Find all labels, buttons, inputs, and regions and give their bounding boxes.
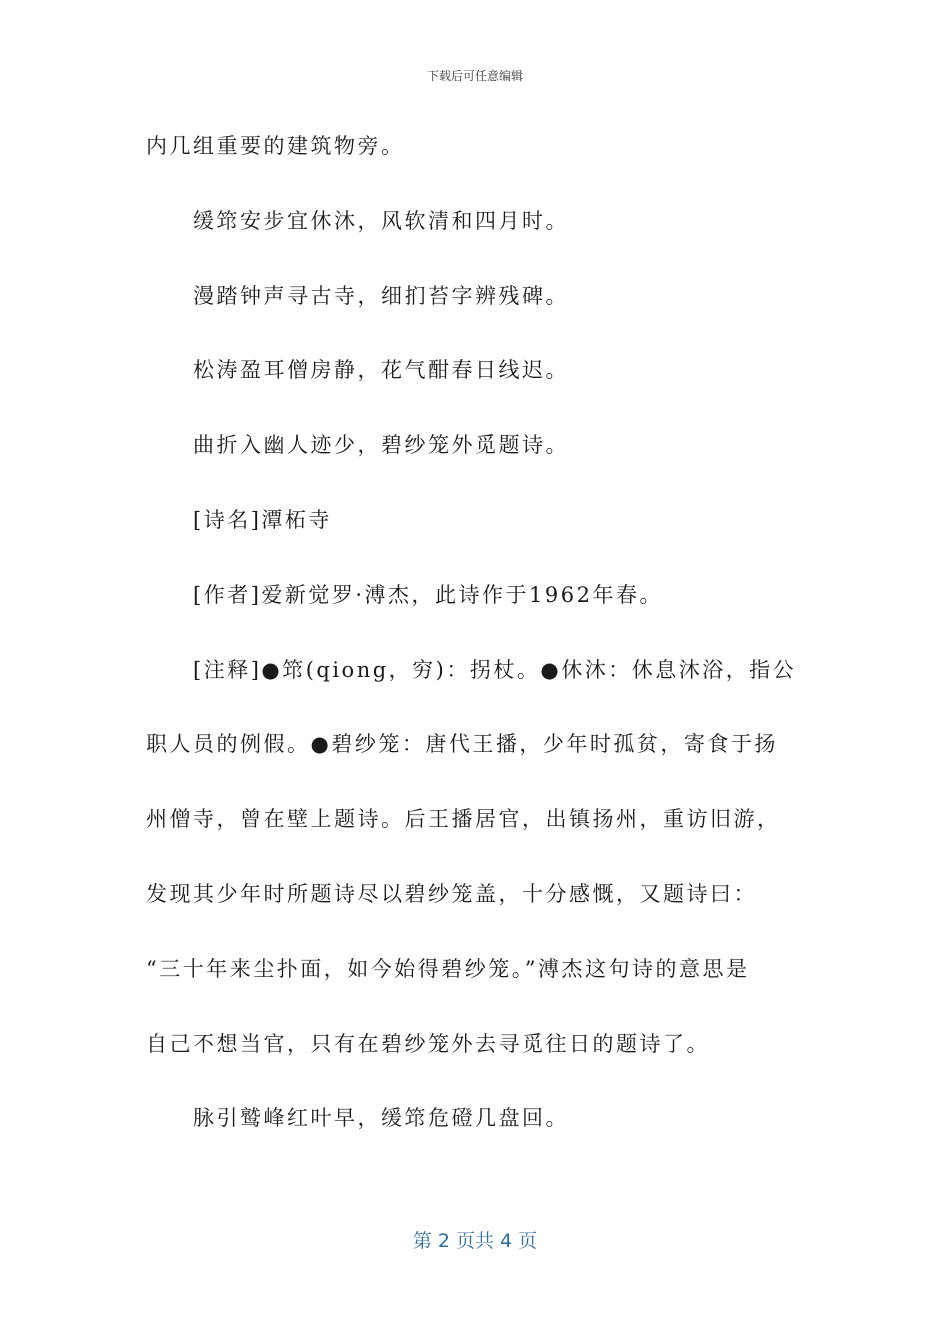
annotation-line: 自己不想当官，只有在碧纱笼外去寻觅往日的题诗了。 (146, 1031, 710, 1056)
poem-line: 缓筇安步宜休沐，风软清和四月时。 (193, 208, 569, 233)
poem-line: 漫踏钟声寻古寺，细扪苔字辨残碑。 (193, 283, 569, 308)
annotation-line: 职人员的例假。●碧纱笼：唐代王播，少年时孤贫，寄食于扬 (146, 732, 778, 757)
page-header-note: 下载后可任意编辑 (426, 69, 523, 83)
poem-title: [诗名]潭柘寺 (193, 507, 332, 532)
annotation-line: 发现其少年时所题诗尽以碧纱笼盖，十分感慨，又题诗曰： (146, 881, 757, 906)
poem-line: 曲折入幽人迹少，碧纱笼外觅题诗。 (193, 433, 569, 458)
text-line: 内几组重要的建筑物旁。 (146, 134, 405, 158)
poem-line: 松涛盈耳僧房静，花气酣春日线迟。 (193, 358, 569, 383)
page-number: 第 2 页共 4 页 (412, 1230, 538, 1252)
poem-author: [作者]爱新觉罗·溥杰，此诗作于1962年春。 (193, 582, 664, 607)
poem-line: 脉引鹫峰红叶早，缓筇危磴几盘回。 (193, 1106, 569, 1131)
document-body (146, 126, 806, 1173)
annotation-line: 州僧寺，曾在壁上题诗。后王播居官，出镇扬州，重访旧游， (146, 807, 781, 832)
annotation-line: [注释]●筇(qiong，穷)：拐杖。●休沐：休息沐浴，指公 (193, 657, 797, 682)
annotation-line: “三十年来尘扑面，如今始得碧纱笼。”溥杰这句诗的意思是 (146, 956, 750, 981)
